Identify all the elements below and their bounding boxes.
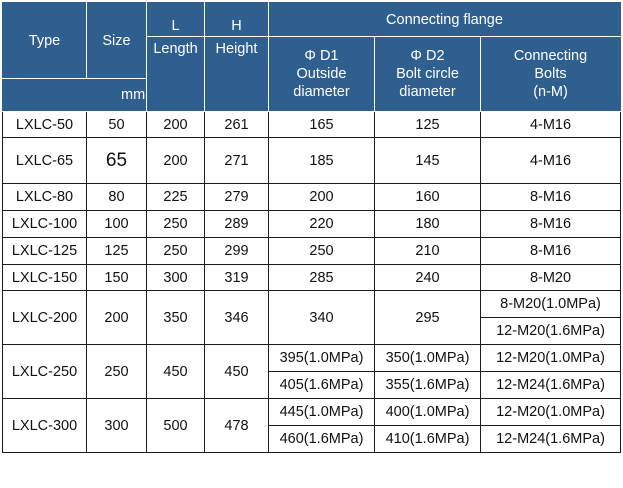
cell-type: LXLC-80 [3,184,87,211]
cell-type: LXLC-65 [3,138,87,184]
cell-length: 200 [147,138,205,184]
header-type: Type [3,3,87,79]
cell-d1-1-6mpa: 460(1.6MPa) [269,426,375,453]
cell-d2: 160 [375,184,481,211]
cell-length: 450 [147,345,205,399]
cell-bolts-1-6mpa: 12-M24(1.6MPa) [481,426,621,453]
cell-d2: 145 [375,138,481,184]
cell-type: LXLC-300 [3,399,87,453]
header-length-symbol: L [147,3,205,37]
cell-d2-1-0mpa: 350(1.0MPa) [375,345,481,372]
header-height-symbol: H [205,3,269,37]
cell-length: 300 [147,265,205,291]
cell-height: 261 [205,112,269,138]
header-connecting-flange: Connecting flange [269,3,621,37]
table-row [3,265,621,291]
spec-table [2,2,621,453]
cell-size: 100 [87,211,147,238]
table-row [3,291,621,318]
cell-bolts-1-0mpa: 12-M20(1.0MPa) [481,399,621,426]
cell-type: LXLC-125 [3,238,87,265]
table-row [3,211,621,238]
table-row [3,345,621,372]
header-d2: Φ D2 Bolt circle diameter [375,37,481,112]
cell-height: 299 [205,238,269,265]
cell-size: 50 [87,112,147,138]
cell-bolts-1-6mpa: 12-M24(1.6MPa) [481,372,621,399]
cell-height: 450 [205,345,269,399]
cell-d1-1-0mpa: 445(1.0MPa) [269,399,375,426]
cell-length: 350 [147,291,205,345]
cell-bolts: 8-M16 [481,211,621,238]
header-unit: mm [3,79,147,112]
cell-type: LXLC-250 [3,345,87,399]
cell-length: 500 [147,399,205,453]
cell-d2: 240 [375,265,481,291]
cell-d1: 185 [269,138,375,184]
cell-bolts: 8-M20 [481,265,621,291]
cell-type: LXLC-150 [3,265,87,291]
cell-length: 250 [147,238,205,265]
cell-d2: 180 [375,211,481,238]
table-row [3,399,621,426]
cell-bolts: 8-M16 [481,238,621,265]
cell-d1: 340 [269,291,375,345]
cell-d1: 220 [269,211,375,238]
header-length: Length [147,37,205,112]
cell-length: 200 [147,112,205,138]
cell-type: LXLC-200 [3,291,87,345]
cell-type: LXLC-100 [3,211,87,238]
cell-d1: 250 [269,238,375,265]
cell-d2-1-0mpa: 400(1.0MPa) [375,399,481,426]
cell-size: 80 [87,184,147,211]
table-row [3,112,621,138]
cell-size: 300 [87,399,147,453]
cell-size: 125 [87,238,147,265]
header-bolts: Connecting Bolts (n-M) [481,37,621,112]
cell-d1-1-6mpa: 405(1.6MPa) [269,372,375,399]
cell-d2-1-6mpa: 355(1.6MPa) [375,372,481,399]
cell-size: 200 [87,291,147,345]
cell-length: 225 [147,184,205,211]
cell-height: 346 [205,291,269,345]
cell-d1: 165 [269,112,375,138]
table-row [3,184,621,211]
cell-bolts: 8-M16 [481,184,621,211]
header-height: Height [205,37,269,112]
header-d1: Φ D1 Outside diameter [269,37,375,112]
cell-length: 250 [147,211,205,238]
cell-height: 478 [205,399,269,453]
cell-size: 65 [87,138,147,184]
cell-type: LXLC-50 [3,112,87,138]
cell-d2: 210 [375,238,481,265]
cell-size: 150 [87,265,147,291]
cell-height: 319 [205,265,269,291]
table-row [3,138,621,184]
cell-height: 289 [205,211,269,238]
cell-bolts-1-0mpa: 8-M20(1.0MPa) [481,291,621,318]
cell-d2: 295 [375,291,481,345]
cell-size: 250 [87,345,147,399]
table-row [3,238,621,265]
header-size: Size [87,3,147,79]
cell-bolts-1-0mpa: 12-M20(1.0MPa) [481,345,621,372]
cell-bolts: 4-M16 [481,112,621,138]
cell-d1: 285 [269,265,375,291]
cell-d1: 200 [269,184,375,211]
cell-d2: 125 [375,112,481,138]
cell-height: 279 [205,184,269,211]
cell-bolts: 4-M16 [481,138,621,184]
cell-height: 271 [205,138,269,184]
cell-d2-1-6mpa: 410(1.6MPa) [375,426,481,453]
cell-bolts-1-6mpa: 12-M20(1.6MPa) [481,318,621,345]
cell-d1-1-0mpa: 395(1.0MPa) [269,345,375,372]
